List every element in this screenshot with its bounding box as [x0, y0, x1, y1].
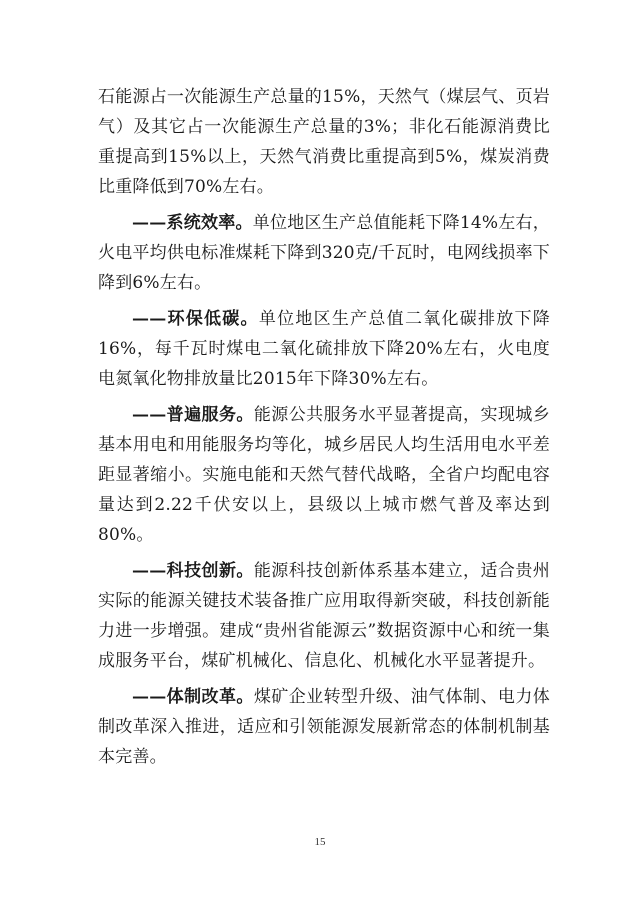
paragraph-continuation [98, 82, 550, 202]
paragraph-text: 煤矿企业转型升级、油气体制、电力体制改革深入推进，适应和引领能源发展新常态的体制机制基本完善。 [98, 687, 551, 767]
paragraph-text: 能源科技创新体系基本建立，适合贵州实际的能源关键技术装备推广应用取得新突破，科技创新能力进一步增强。建成“贵州省能源云”数据资源中心和统一集成服务平台，煤矿机械化、信息化、机械化水平显著提升。 [98, 561, 551, 671]
paragraph-heading: ——环保低碳。 [132, 309, 259, 329]
paragraph-text: 单位地区生产总值二氧化碳排放下降16%，每千瓦时煤电二氧化硫排放下降20%左右，火电度电氮氧化物排放量比2015年下降30%左右。 [98, 309, 551, 389]
paragraph-tech-innovation [98, 556, 550, 676]
paragraph-heading: ——体制改革。 [132, 687, 254, 707]
body-text [98, 82, 550, 778]
paragraph-institutional-reform [98, 682, 550, 772]
paragraph-universal-service [98, 400, 550, 550]
paragraph-text: 能源公共服务水平显著提高，实现城乡基本用电和用能服务均等化，城乡居民人均生活用电水平差距显著缩小。实施电能和天然气替代战略，全省户均配电容量达到2.22千伏安以上，县级以上城市燃气普及率达到80%。 [98, 405, 551, 545]
paragraph-heading: ——普遍服务。 [132, 405, 254, 425]
paragraph-text: 单位地区生产总值能耗下降14%左右，火电平均供电标准煤耗下降到320克/千瓦时，电网线损率下降到6%左右。 [98, 213, 550, 293]
paragraph-heading: ——系统效率。 [132, 213, 253, 233]
paragraph-low-carbon [98, 304, 550, 394]
paragraph-text: 石能源占一次能源生产总量的15%，天然气（煤层气、页岩气）及其它占一次能源生产总量的3%；非化石能源消费比重提高到15%以上，天然气消费比重提高到5%，煤炭消费比重降低到70%左右。 [98, 87, 550, 197]
paragraph-system-efficiency [98, 208, 550, 298]
page-number: 15 [314, 836, 326, 848]
paragraph-heading: ——科技创新。 [132, 561, 254, 581]
